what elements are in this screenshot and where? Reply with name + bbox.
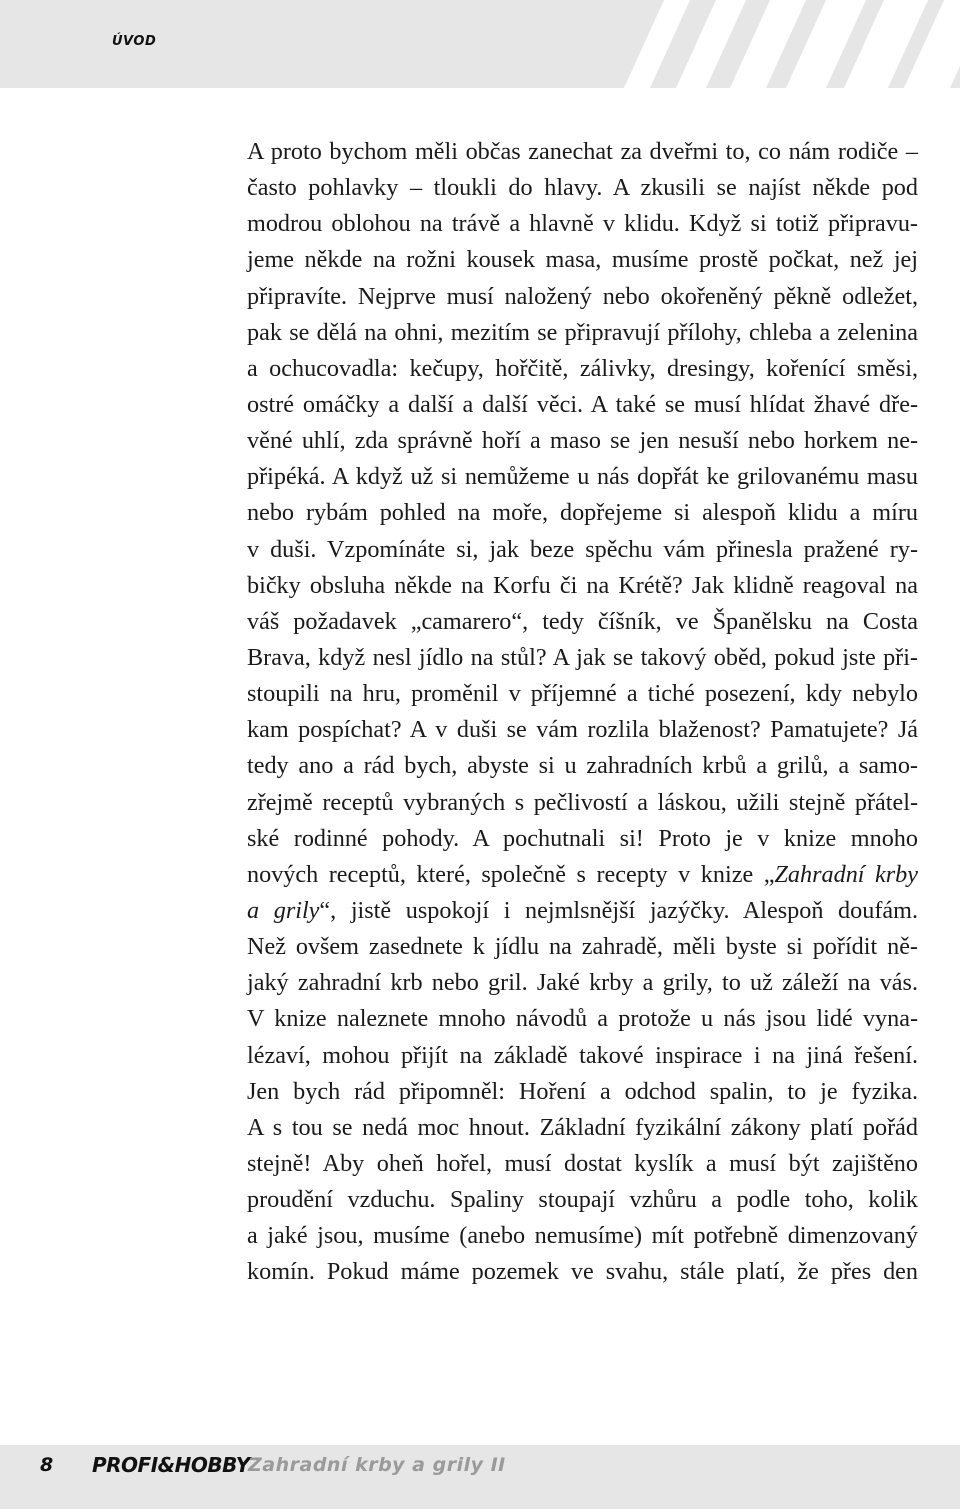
text-line: V knize naleznete mnoho návodů a protože u nás jsou lidé vyna- [247, 1005, 918, 1033]
text-line: A proto bychom měli občas zanechat za dveřmi to, co nám rodiče – [247, 138, 918, 165]
text-line: modrou oblohou na trávě a hlavně v klidu. Když si totiž připravu- [247, 210, 918, 238]
text-line-with-title [247, 893, 918, 929]
text-line: ské rodinné pohody. A pochutnali si! Proto je v knize mnoho [247, 824, 918, 852]
footer-book-title: Zahradní krby a grily II [248, 1454, 506, 1476]
text-line: připravíte. Nejprve musí naložený nebo okořeněný pěkně odležet, [247, 282, 918, 310]
text-line: bičky obsluha někde na Korfu či na Krétě? Jak klidně reagoval na [247, 571, 918, 599]
stripe [624, 0, 690, 88]
text-segment: “, jistě uspokojí i nejmlsnější jazýčky. Alespoň doufám. [319, 896, 918, 924]
text-line: a jaké jsou, musíme (anebo nemusíme) mít potřebně dimenzovaný [247, 1222, 918, 1250]
text-line: tedy ano a rád bych, abyste si u zahradních krbů a grilů, a samo- [247, 752, 918, 780]
text-line: často pohlavky – tloukli do hlavy. A zkusili se najíst někde pod [247, 174, 918, 202]
text-line: Jen bych rád připomněl: Hoření a odchod spalin, to je fyzika. [247, 1077, 918, 1105]
text-line: zřejmě receptů vybraných s pečlivostí a láskou, užili stejně přátel- [247, 788, 918, 816]
brand-logo: PROFI&HOBBY [92, 1453, 250, 1477]
stripe [676, 0, 746, 88]
text-line: Brava, když nesl jídlo na stůl? A jak se takový oběd, pokud jste při- [247, 643, 918, 671]
text-line: stoupili na hru, proměnil v příjemné a tiché posezení, kdy nebylo [247, 680, 918, 708]
text-line: proudění vzduchu. Spaliny stoupají vzhůru a podle toho, kolik [247, 1186, 918, 1214]
text-line: věné uhlí, zda správně hoří a maso se jen nesuší nebo horkem ne- [247, 427, 918, 455]
text-line: a ochucovadla: kečupy, hořčitě, zálivky, dresingy, kořenící směsi, [247, 354, 918, 382]
text-line: A s tou se nedá moc hnout. Základní fyzikální zákony platí pořád [247, 1113, 918, 1141]
body-text [247, 134, 918, 1291]
text-line: připéká. A když už si nemůžeme u nás dopřát ke grilovanému masu [247, 463, 918, 491]
text-line-with-title [247, 857, 918, 893]
text-line: jaký zahradní krb nebo gril. Jaké krby a grily, to už záleží na vás. [247, 969, 918, 997]
text-line: ostré omáčky a další a další věci. A také se musí hlídat žhavé dře- [247, 390, 918, 418]
text-line: v duši. Vzpomínáte si, jak beze spěchu vám přinesla pražené ry- [247, 535, 918, 563]
text-line: pak se dělá na ohni, mezitím se připravují přílohy, chleba a zelenina [247, 318, 918, 346]
header-band [0, 0, 960, 88]
text-line: lézaví, mohou přijít na základě takové inspirace i na jiná řešení. [247, 1041, 918, 1069]
text-line: kam pospíchat? A v duši se vám rozlila blaženost? Pamatujete? Já [247, 716, 918, 744]
page-number: 8 [40, 1454, 54, 1476]
text-segment: nových receptů, které, společně s recepty v knize „ [247, 860, 775, 888]
book-title-italic: Zahradní krby [774, 860, 919, 888]
text-line: nebo rybám pohled na moře, dopřejeme si alespoň klidu a míru [247, 499, 918, 527]
text-line: stejně! Aby oheň hořel, musí dostat kyslík a musí být zajištěno [247, 1149, 918, 1177]
section-label: ÚVOD [112, 34, 157, 49]
book-title-italic: a grily [247, 896, 320, 924]
text-line: jeme někde na rožni kousek masa, musíme prostě počkat, než jej [247, 246, 918, 274]
text-line: Než ovšem zasednete k jídlu na zahradě, měli byste si pořídit ně- [247, 933, 918, 961]
text-line: komín. Pokud máme pozemek ve svahu, stále platí, že přes den [247, 1258, 918, 1286]
text-line: váš požadavek „camarero“, tedy číšník, ve Španělsku na Costa [247, 607, 918, 635]
